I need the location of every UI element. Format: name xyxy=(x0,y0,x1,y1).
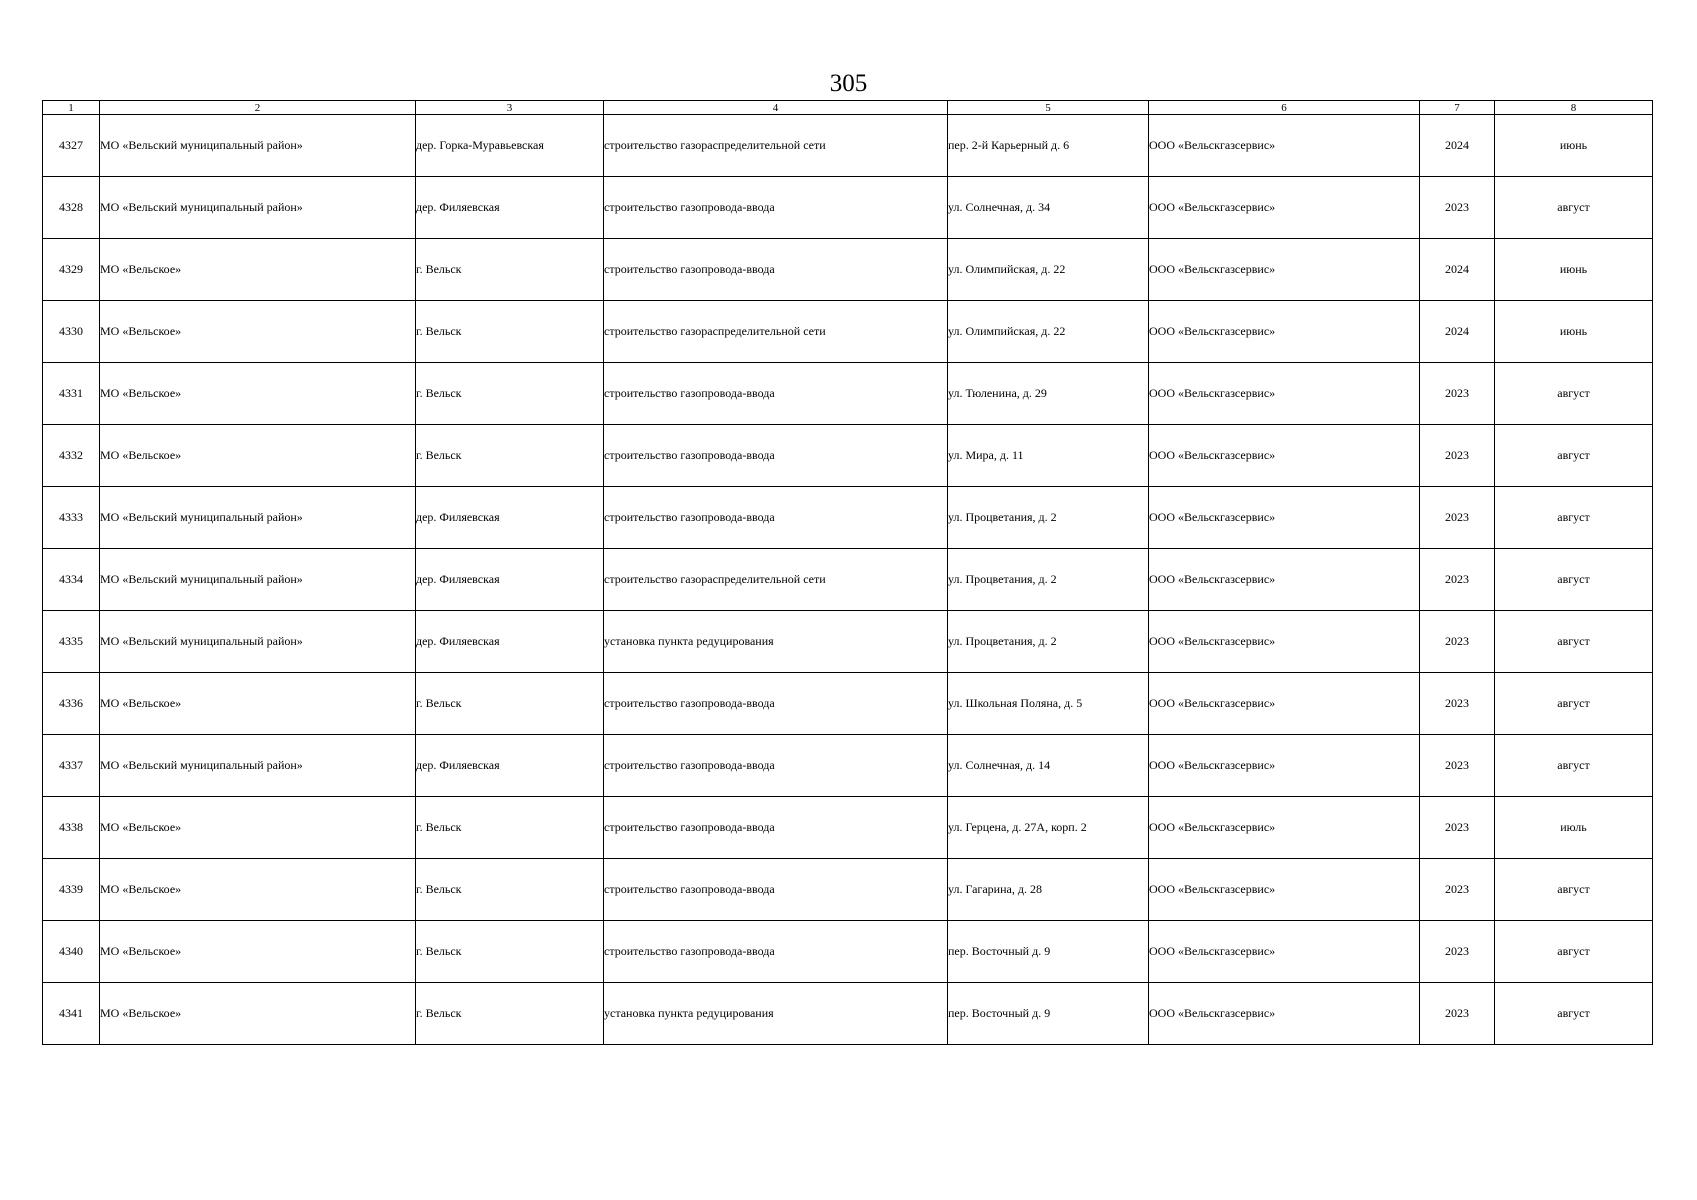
gasification-table xyxy=(42,100,1653,1045)
column-number: 7 xyxy=(1420,101,1495,115)
municipality-cell: МО «Вельское» xyxy=(100,673,416,735)
column-number-row xyxy=(43,101,1653,115)
work-type-cell: строительство газопровода-ввода xyxy=(604,487,948,549)
work-type-cell: строительство газораспределительной сети xyxy=(604,301,948,363)
work-type-cell: строительство газопровода-ввода xyxy=(604,239,948,301)
organization-cell: ООО «Вельскгазсервис» xyxy=(1149,301,1420,363)
settlement-cell: г. Вельск xyxy=(416,301,604,363)
row-number: 4338 xyxy=(43,797,100,859)
work-type-cell: строительство газопровода-ввода xyxy=(604,921,948,983)
organization-cell: ООО «Вельскгазсервис» xyxy=(1149,859,1420,921)
month-cell: июль xyxy=(1495,797,1653,859)
municipality-cell: МО «Вельский муниципальный район» xyxy=(100,611,416,673)
column-number: 4 xyxy=(604,101,948,115)
month-cell: июнь xyxy=(1495,239,1653,301)
row-number: 4337 xyxy=(43,735,100,797)
address-cell: ул. Солнечная, д. 14 xyxy=(948,735,1149,797)
row-number: 4340 xyxy=(43,921,100,983)
row-number: 4333 xyxy=(43,487,100,549)
table-row xyxy=(43,797,1653,859)
settlement-cell: г. Вельск xyxy=(416,983,604,1045)
municipality-cell: МО «Вельский муниципальный район» xyxy=(100,115,416,177)
year-cell: 2023 xyxy=(1420,797,1495,859)
table-row xyxy=(43,487,1653,549)
settlement-cell: дер. Филяевская xyxy=(416,611,604,673)
month-cell: август xyxy=(1495,425,1653,487)
table-row xyxy=(43,115,1653,177)
column-number: 1 xyxy=(43,101,100,115)
year-cell: 2024 xyxy=(1420,115,1495,177)
organization-cell: ООО «Вельскгазсервис» xyxy=(1149,921,1420,983)
municipality-cell: МО «Вельское» xyxy=(100,301,416,363)
organization-cell: ООО «Вельскгазсервис» xyxy=(1149,735,1420,797)
settlement-cell: дер. Филяевская xyxy=(416,549,604,611)
row-number: 4331 xyxy=(43,363,100,425)
table-row xyxy=(43,363,1653,425)
year-cell: 2024 xyxy=(1420,301,1495,363)
municipality-cell: МО «Вельское» xyxy=(100,239,416,301)
table-row xyxy=(43,549,1653,611)
organization-cell: ООО «Вельскгазсервис» xyxy=(1149,239,1420,301)
address-cell: ул. Солнечная, д. 34 xyxy=(948,177,1149,239)
address-cell: пер. 2-й Карьерный д. 6 xyxy=(948,115,1149,177)
month-cell: август xyxy=(1495,921,1653,983)
row-number: 4339 xyxy=(43,859,100,921)
month-cell: август xyxy=(1495,549,1653,611)
year-cell: 2024 xyxy=(1420,239,1495,301)
year-cell: 2023 xyxy=(1420,673,1495,735)
table-row xyxy=(43,921,1653,983)
month-cell: август xyxy=(1495,859,1653,921)
column-number: 8 xyxy=(1495,101,1653,115)
organization-cell: ООО «Вельскгазсервис» xyxy=(1149,177,1420,239)
year-cell: 2023 xyxy=(1420,487,1495,549)
organization-cell: ООО «Вельскгазсервис» xyxy=(1149,487,1420,549)
organization-cell: ООО «Вельскгазсервис» xyxy=(1149,983,1420,1045)
settlement-cell: г. Вельск xyxy=(416,797,604,859)
month-cell: август xyxy=(1495,487,1653,549)
municipality-cell: МО «Вельское» xyxy=(100,983,416,1045)
address-cell: ул. Олимпийская, д. 22 xyxy=(948,301,1149,363)
municipality-cell: МО «Вельский муниципальный район» xyxy=(100,177,416,239)
table-row xyxy=(43,239,1653,301)
row-number: 4335 xyxy=(43,611,100,673)
work-type-cell: строительство газопровода-ввода xyxy=(604,797,948,859)
month-cell: август xyxy=(1495,177,1653,239)
work-type-cell: строительство газораспределительной сети xyxy=(604,115,948,177)
organization-cell: ООО «Вельскгазсервис» xyxy=(1149,363,1420,425)
column-number: 6 xyxy=(1149,101,1420,115)
municipality-cell: МО «Вельский муниципальный район» xyxy=(100,487,416,549)
table-row xyxy=(43,611,1653,673)
year-cell: 2023 xyxy=(1420,983,1495,1045)
settlement-cell: дер. Горка-Муравьевская xyxy=(416,115,604,177)
year-cell: 2023 xyxy=(1420,425,1495,487)
organization-cell: ООО «Вельскгазсервис» xyxy=(1149,673,1420,735)
address-cell: пер. Восточный д. 9 xyxy=(948,983,1149,1045)
row-number: 4336 xyxy=(43,673,100,735)
year-cell: 2023 xyxy=(1420,549,1495,611)
municipality-cell: МО «Вельское» xyxy=(100,363,416,425)
month-cell: август xyxy=(1495,611,1653,673)
row-number: 4334 xyxy=(43,549,100,611)
organization-cell: ООО «Вельскгазсервис» xyxy=(1149,425,1420,487)
row-number: 4329 xyxy=(43,239,100,301)
work-type-cell: установка пункта редуцирования xyxy=(604,983,948,1045)
row-number: 4327 xyxy=(43,115,100,177)
municipality-cell: МО «Вельское» xyxy=(100,797,416,859)
municipality-cell: МО «Вельское» xyxy=(100,859,416,921)
address-cell: ул. Процветания, д. 2 xyxy=(948,487,1149,549)
row-number: 4332 xyxy=(43,425,100,487)
year-cell: 2023 xyxy=(1420,921,1495,983)
settlement-cell: г. Вельск xyxy=(416,363,604,425)
work-type-cell: строительство газопровода-ввода xyxy=(604,735,948,797)
work-type-cell: строительство газораспределительной сети xyxy=(604,549,948,611)
column-number: 5 xyxy=(948,101,1149,115)
municipality-cell: МО «Вельское» xyxy=(100,921,416,983)
page-number: 305 xyxy=(829,70,868,97)
month-cell: август xyxy=(1495,673,1653,735)
table-row xyxy=(43,425,1653,487)
address-cell: пер. Восточный д. 9 xyxy=(948,921,1149,983)
settlement-cell: дер. Филяевская xyxy=(416,487,604,549)
year-cell: 2023 xyxy=(1420,859,1495,921)
column-number: 2 xyxy=(100,101,416,115)
year-cell: 2023 xyxy=(1420,735,1495,797)
table-row xyxy=(43,301,1653,363)
address-cell: ул. Процветания, д. 2 xyxy=(948,611,1149,673)
year-cell: 2023 xyxy=(1420,177,1495,239)
month-cell: июнь xyxy=(1495,115,1653,177)
year-cell: 2023 xyxy=(1420,363,1495,425)
municipality-cell: МО «Вельский муниципальный район» xyxy=(100,735,416,797)
row-number: 4330 xyxy=(43,301,100,363)
organization-cell: ООО «Вельскгазсервис» xyxy=(1149,549,1420,611)
month-cell: август xyxy=(1495,983,1653,1045)
month-cell: июнь xyxy=(1495,301,1653,363)
address-cell: ул. Мира, д. 11 xyxy=(948,425,1149,487)
address-cell: ул. Процветания, д. 2 xyxy=(948,549,1149,611)
organization-cell: ООО «Вельскгазсервис» xyxy=(1149,611,1420,673)
work-type-cell: строительство газопровода-ввода xyxy=(604,363,948,425)
year-cell: 2023 xyxy=(1420,611,1495,673)
municipality-cell: МО «Вельское» xyxy=(100,425,416,487)
work-type-cell: строительство газопровода-ввода xyxy=(604,859,948,921)
address-cell: ул. Герцена, д. 27А, корп. 2 xyxy=(948,797,1149,859)
table-row xyxy=(43,859,1653,921)
municipality-cell: МО «Вельский муниципальный район» xyxy=(100,549,416,611)
work-type-cell: строительство газопровода-ввода xyxy=(604,177,948,239)
table-row xyxy=(43,177,1653,239)
work-type-cell: строительство газопровода-ввода xyxy=(604,425,948,487)
row-number: 4328 xyxy=(43,177,100,239)
organization-cell: ООО «Вельскгазсервис» xyxy=(1149,797,1420,859)
address-cell: ул. Тюленина, д. 29 xyxy=(948,363,1149,425)
settlement-cell: г. Вельск xyxy=(416,673,604,735)
month-cell: август xyxy=(1495,735,1653,797)
work-type-cell: строительство газопровода-ввода xyxy=(604,673,948,735)
settlement-cell: г. Вельск xyxy=(416,921,604,983)
organization-cell: ООО «Вельскгазсервис» xyxy=(1149,115,1420,177)
address-cell: ул. Гагарина, д. 28 xyxy=(948,859,1149,921)
table-row xyxy=(43,735,1653,797)
address-cell: ул. Школьная Поляна, д. 5 xyxy=(948,673,1149,735)
address-cell: ул. Олимпийская, д. 22 xyxy=(948,239,1149,301)
settlement-cell: дер. Филяевская xyxy=(416,735,604,797)
table-row xyxy=(43,673,1653,735)
settlement-cell: г. Вельск xyxy=(416,859,604,921)
settlement-cell: г. Вельск xyxy=(416,425,604,487)
settlement-cell: г. Вельск xyxy=(416,239,604,301)
table-row xyxy=(43,983,1653,1045)
settlement-cell: дер. Филяевская xyxy=(416,177,604,239)
work-type-cell: установка пункта редуцирования xyxy=(604,611,948,673)
month-cell: август xyxy=(1495,363,1653,425)
row-number: 4341 xyxy=(43,983,100,1045)
column-number: 3 xyxy=(416,101,604,115)
